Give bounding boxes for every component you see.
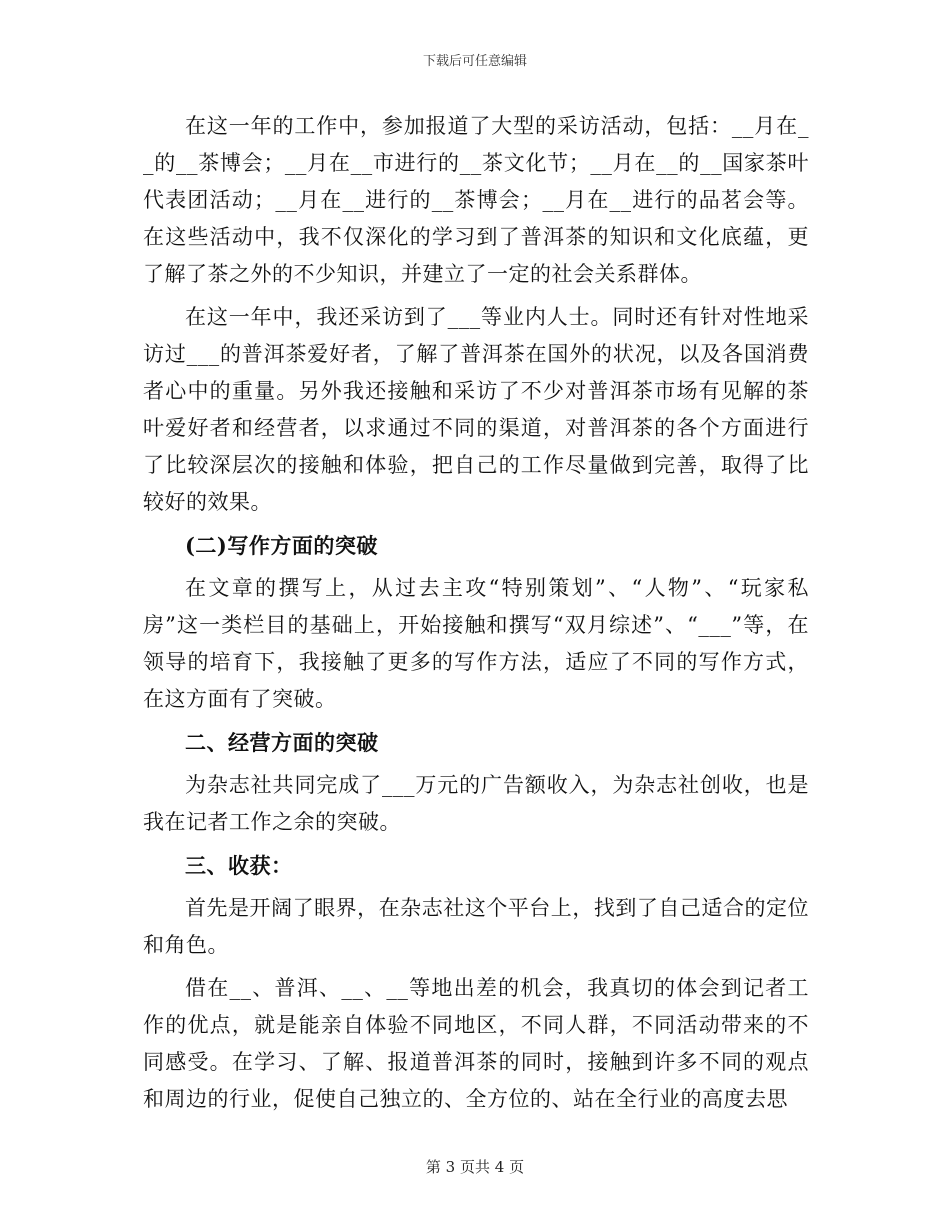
paragraph-gains-1: 首先是开阔了眼界，在杂志社这个平台上，找到了自己适合的定位和角色。 bbox=[143, 896, 809, 957]
document-body bbox=[143, 108, 809, 1118]
heading-business: 二、经营方面的突破 bbox=[185, 730, 379, 755]
paragraph-business: 为杂志社共同完成了___万元的广告额收入，为杂志社创收，也是我在记者工作之余的突破。 bbox=[143, 773, 809, 834]
paragraph-interviews: 在这一年的工作中，参加报道了大型的采访活动，包括：__月在__的__茶博会；__月在__市进行的__茶文化节；__月在__的__国家茶叶代表团活动；__月在__进行的__茶博会；__月在__进行的品茗会等。在这些活动中，我不仅深化的学习到了普洱茶的知识和文化底蕴，更了解了茶之外的不少知识，并建立了一定的社会关系群体。 bbox=[143, 114, 809, 286]
paragraph-writing: 在文章的撰写上，从过去主攻“特别策划”、“人物”、“玩家私房”这一类栏目的基础上，开始接触和撰写“双月综述”、“___”等，在领导的培育下，我接触了更多的写作方法，适应了不同的写作方式，在这方面有了突破。 bbox=[143, 576, 809, 711]
page-header: 下载后可任意编辑 bbox=[422, 54, 527, 69]
heading-gains: 三、收获： bbox=[185, 853, 293, 878]
paragraph-industry-contacts: 在这一年中，我还采访到了___等业内人士。同时还有针对性地采访过___的普洱茶爱好者，了解了普洱茶在国外的状况，以及各国消费者心中的重量。另外我还接触和采访了不少对普洱茶市场有见解的茶叶爱好者和经营者，以求通过不同的渠道，对普洱茶的各个方面进行了比较深层次的接触和体验，把自己的工作尽量做到完善，取得了比较好的效果。 bbox=[143, 305, 809, 514]
heading-writing: (二)写作方面的突破 bbox=[185, 533, 378, 558]
page-footer: 第 3 页共 4 页 bbox=[425, 1158, 525, 1176]
paragraph-gains-2: 借在__、普洱、__、__等地出差的机会，我真切的体会到记者工作的优点，就是能亲自体验不同地区，不同人群，不同活动带来的不同感受。在学习、了解、报道普洱茶的同时，接触到许多不同的观点和周边的行业，促使自己独立的、全方位的、站在全行业的高度去思 bbox=[143, 976, 809, 1111]
